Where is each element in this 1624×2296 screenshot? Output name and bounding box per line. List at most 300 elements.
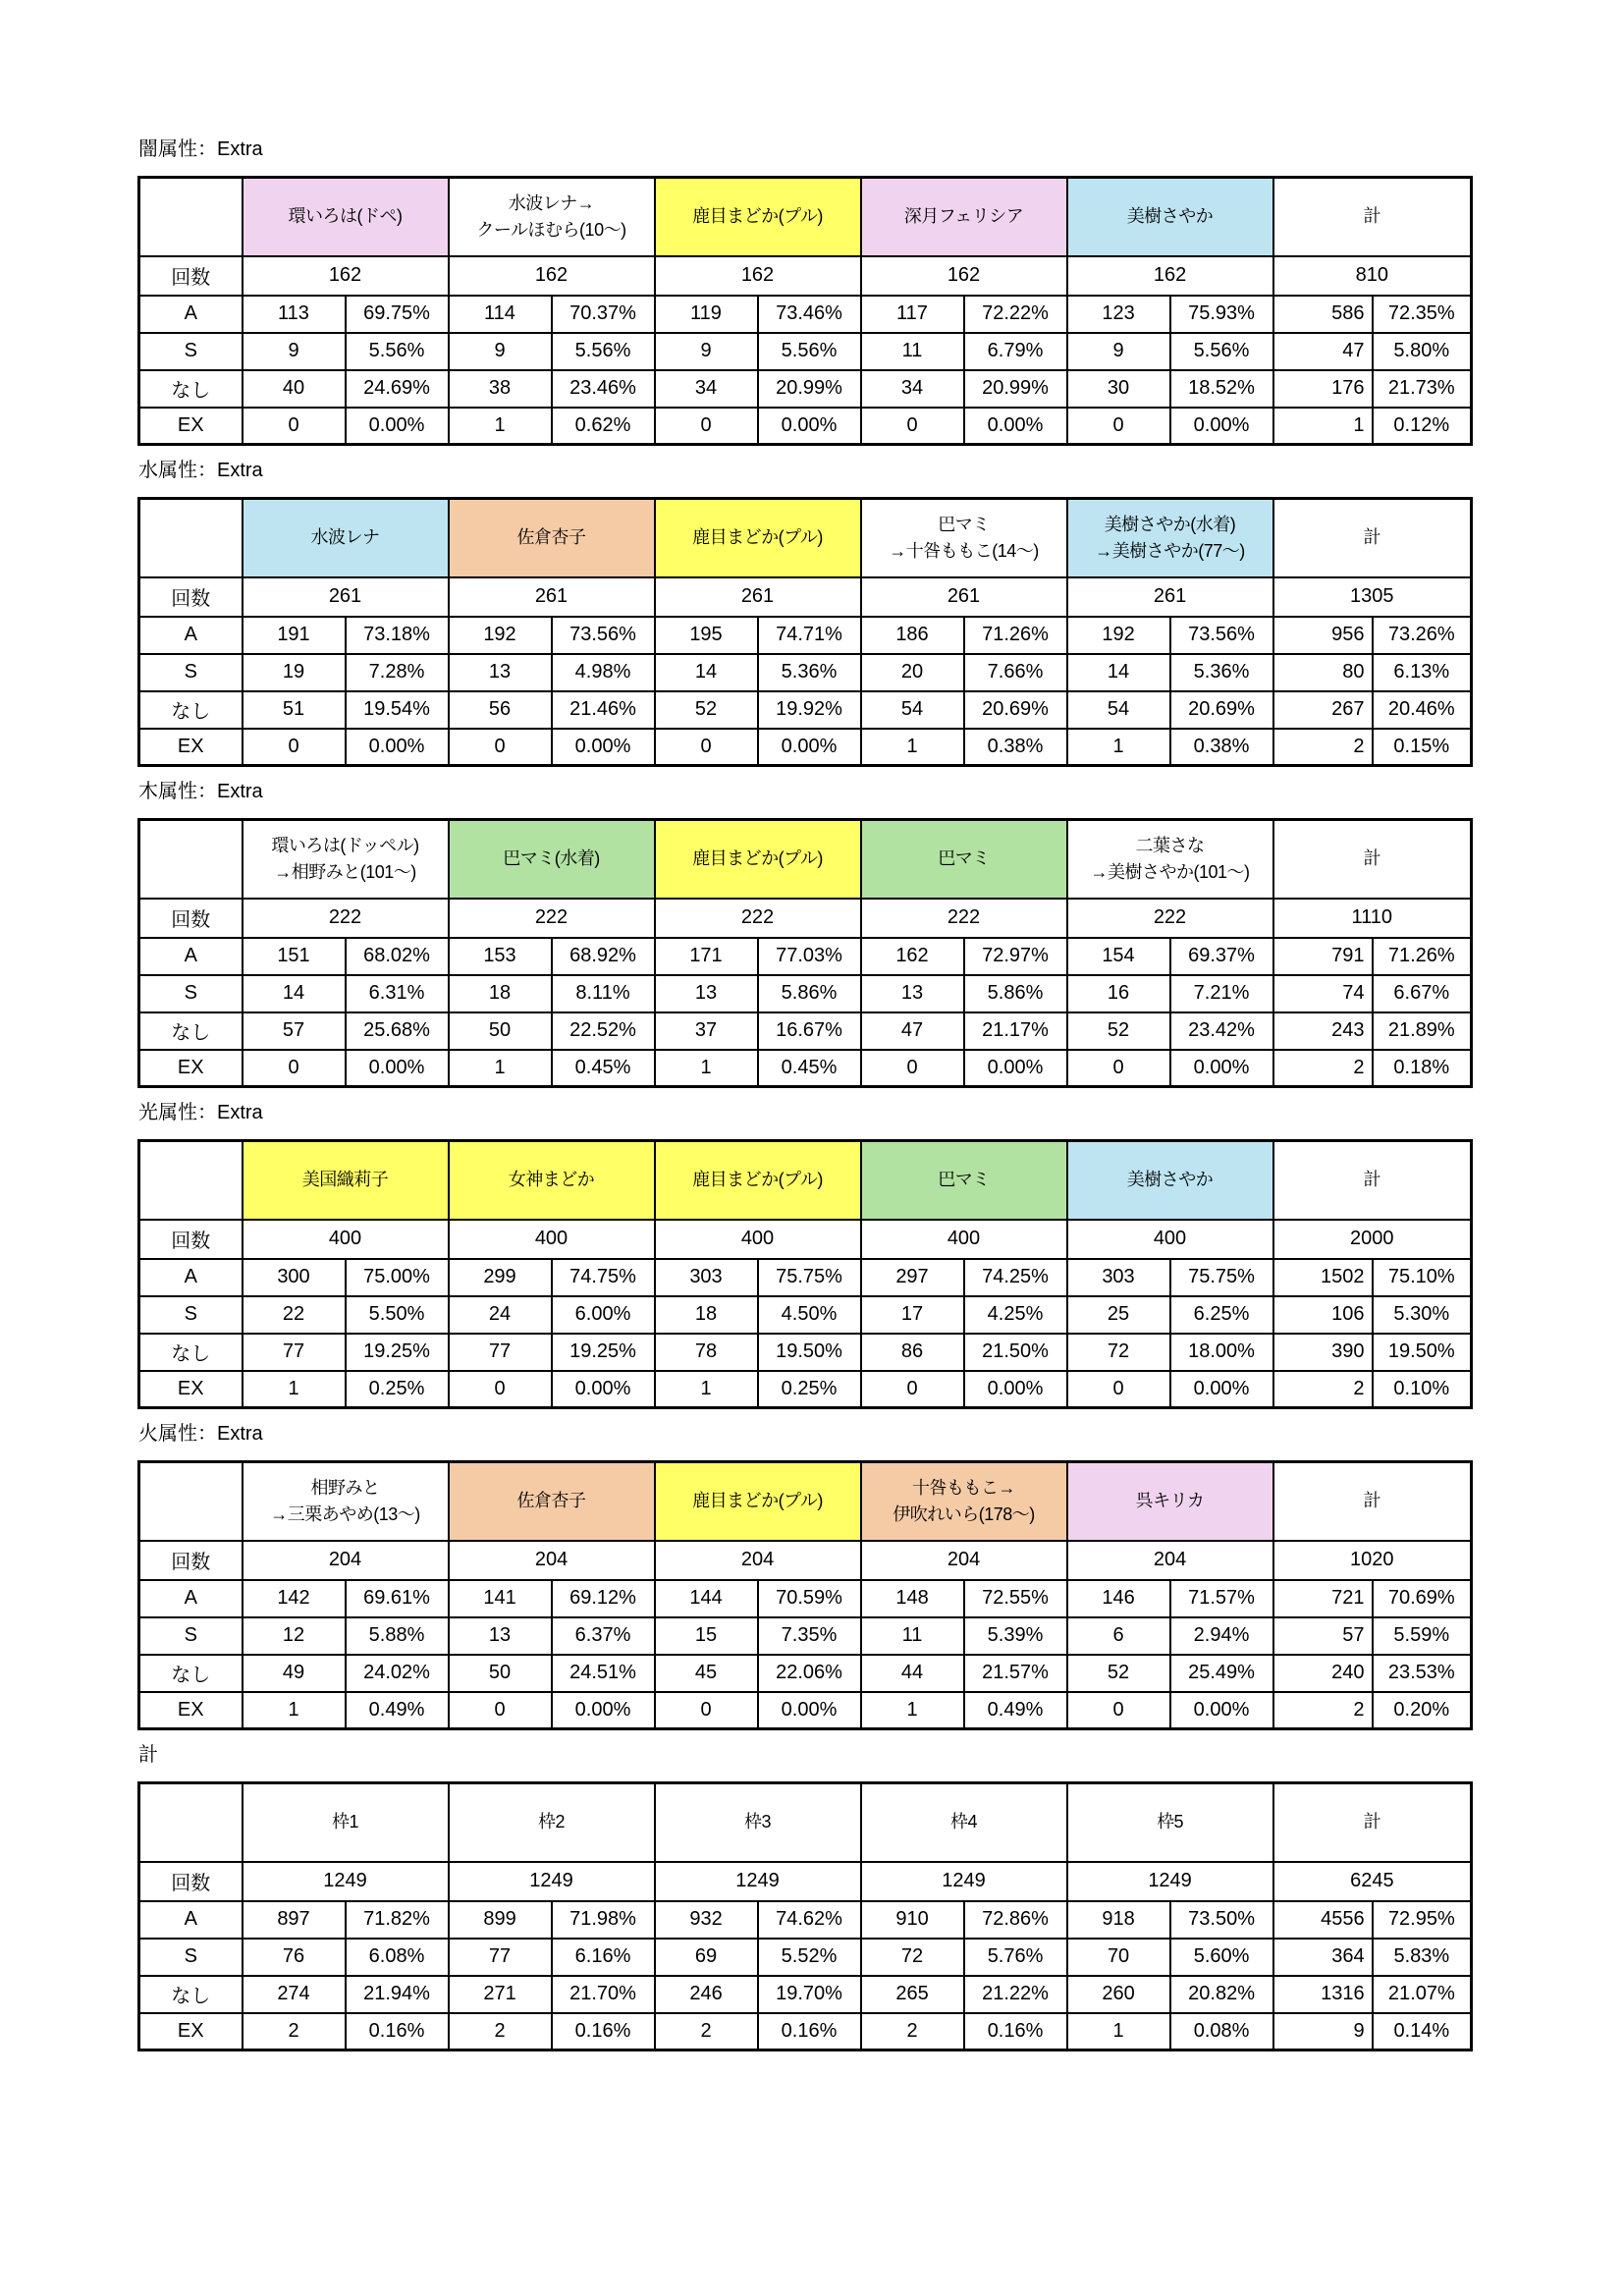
total-header-cell	[1273, 1783, 1472, 1862]
percent-cell: 69.75%	[346, 296, 449, 333]
percent-cell: 0.00%	[758, 408, 861, 445]
count-cell: 918	[1067, 1901, 1170, 1939]
count-row	[139, 899, 1472, 938]
percent-cell: 75.75%	[758, 1259, 861, 1296]
table-row	[139, 1655, 1472, 1692]
character-header-cell	[861, 1462, 1067, 1541]
count-cell: 52	[1067, 1012, 1170, 1050]
percent-cell: 22.06%	[758, 1655, 861, 1692]
table-row	[139, 654, 1472, 691]
count-cell: 13	[449, 654, 552, 691]
character-header-cell	[243, 1462, 449, 1541]
percent-cell: 5.36%	[1170, 654, 1273, 691]
percent-cell: 5.56%	[1170, 333, 1273, 370]
percent-cell: 0.00%	[346, 408, 449, 445]
count-cell: 54	[861, 691, 964, 729]
trial-count-cell: 1110	[1273, 899, 1472, 938]
character-header-cell	[861, 820, 1067, 899]
count-cell: 186	[861, 617, 964, 654]
count-cell: 123	[1067, 296, 1170, 333]
percent-cell: 8.11%	[552, 975, 655, 1012]
count-cell: 2	[861, 2013, 964, 2050]
percent-cell: 5.56%	[346, 333, 449, 370]
corner-cell	[139, 499, 243, 577]
percent-cell: 0.00%	[964, 1371, 1067, 1408]
percent-cell: 21.94%	[346, 1976, 449, 2013]
trial-count-cell: 204	[243, 1541, 449, 1580]
count-cell: 2	[655, 2013, 758, 2050]
percent-cell: 0.08%	[1170, 2013, 1273, 2050]
percent-cell: 0.16%	[964, 2013, 1067, 2050]
total-count-cell: 57	[1273, 1617, 1373, 1655]
total-count-cell: 1	[1273, 408, 1373, 445]
header-label: 計	[1363, 848, 1380, 869]
count-cell: 72	[1067, 1334, 1170, 1371]
percent-cell: 69.12%	[552, 1580, 655, 1617]
header-label: 枠1	[332, 1812, 359, 1832]
table-row	[139, 1939, 1472, 1976]
spreadsheet	[137, 137, 1473, 2064]
count-cell: 56	[449, 691, 552, 729]
row-label: S	[139, 1939, 243, 1976]
total-header-cell	[1273, 178, 1472, 256]
percent-cell: 20.69%	[1170, 691, 1273, 729]
total-count-cell: 9	[1273, 2013, 1373, 2050]
table-row	[139, 296, 1472, 333]
count-cell: 72	[861, 1939, 964, 1976]
percent-cell: 21.73%	[1373, 370, 1472, 408]
count-cell: 195	[655, 617, 758, 654]
row-label: EX	[139, 1371, 243, 1408]
trial-count-cell: 400	[861, 1220, 1067, 1259]
count-cell: 11	[861, 333, 964, 370]
count-cell: 86	[861, 1334, 964, 1371]
percent-cell: 0.00%	[552, 1371, 655, 1408]
total-count-cell: 2	[1273, 1692, 1373, 1729]
percent-cell: 74.75%	[552, 1259, 655, 1296]
count-cell: 13	[655, 975, 758, 1012]
count-cell: 13	[449, 1617, 552, 1655]
table-row	[139, 333, 1472, 370]
trial-count-cell: 222	[1067, 899, 1273, 938]
percent-cell: 74.62%	[758, 1901, 861, 1939]
percent-cell: 21.70%	[552, 1976, 655, 2013]
count-cell: 1	[449, 1050, 552, 1087]
count-cell: 260	[1067, 1976, 1170, 2013]
percent-cell: 0.00%	[964, 1050, 1067, 1087]
percent-cell: 6.79%	[964, 333, 1067, 370]
percent-cell: 71.26%	[1373, 938, 1472, 975]
count-cell: 899	[449, 1901, 552, 1939]
row-label: 回数	[139, 1541, 243, 1580]
count-cell: 24	[449, 1296, 552, 1334]
count-cell: 1	[243, 1692, 346, 1729]
trial-count-cell: 1249	[243, 1862, 449, 1901]
count-cell: 9	[655, 333, 758, 370]
percent-cell: 21.50%	[964, 1334, 1067, 1371]
header-label: 巴マミ	[938, 514, 990, 534]
percent-cell: 23.46%	[552, 370, 655, 408]
count-cell: 299	[449, 1259, 552, 1296]
character-header-cell	[655, 1462, 861, 1541]
total-count-cell: 176	[1273, 370, 1373, 408]
count-cell: 18	[449, 975, 552, 1012]
row-label: A	[139, 1580, 243, 1617]
table-header-row	[139, 1462, 1472, 1541]
count-cell: 0	[449, 1692, 552, 1729]
percent-cell: 24.02%	[346, 1655, 449, 1692]
table-row	[139, 1617, 1472, 1655]
row-label: なし	[139, 1976, 243, 2013]
trial-count-cell: 222	[449, 899, 655, 938]
character-header-cell	[861, 499, 1067, 577]
count-cell: 265	[861, 1976, 964, 2013]
section-title: 闇属性：Extra	[138, 138, 263, 160]
percent-cell: 0.38%	[1170, 729, 1273, 766]
header-label: 計	[1363, 1812, 1381, 1832]
total-count-cell: 243	[1273, 1012, 1373, 1050]
trial-count-cell: 1249	[861, 1862, 1067, 1901]
trial-count-cell: 261	[243, 577, 449, 617]
count-cell: 154	[1067, 938, 1170, 975]
count-cell: 77	[449, 1334, 552, 1371]
total-count-cell: 47	[1273, 333, 1373, 370]
percent-cell: 6.08%	[346, 1939, 449, 1976]
table-row	[139, 938, 1472, 975]
percent-cell: 75.75%	[1170, 1259, 1273, 1296]
count-cell: 303	[655, 1259, 758, 1296]
percent-cell: 70.69%	[1373, 1580, 1472, 1617]
section-title: 水属性：Extra	[138, 460, 263, 481]
table-row	[139, 370, 1472, 408]
percent-cell: 0.00%	[1170, 408, 1273, 445]
total-count-cell: 956	[1273, 617, 1373, 654]
table-row	[139, 1371, 1472, 1408]
character-header-cell	[861, 1783, 1067, 1862]
count-cell: 52	[1067, 1655, 1170, 1692]
table-row	[139, 1012, 1472, 1050]
count-cell: 34	[655, 370, 758, 408]
percent-cell: 73.56%	[1170, 617, 1273, 654]
character-header-cell	[243, 1141, 449, 1220]
count-cell: 0	[243, 729, 346, 766]
percent-cell: 19.54%	[346, 691, 449, 729]
count-cell: 25	[1067, 1296, 1170, 1334]
row-label: なし	[139, 1012, 243, 1050]
count-cell: 0	[655, 1692, 758, 1729]
trial-count-cell: 1020	[1273, 1541, 1472, 1580]
section-title: 光属性：Extra	[138, 1102, 263, 1123]
percent-cell: 19.25%	[346, 1334, 449, 1371]
trial-count-cell: 222	[243, 899, 449, 938]
count-cell: 78	[655, 1334, 758, 1371]
percent-cell: 71.26%	[964, 617, 1067, 654]
table-row	[139, 1296, 1472, 1334]
count-cell: 162	[861, 938, 964, 975]
percent-cell: 0.25%	[758, 1371, 861, 1408]
count-cell: 0	[861, 1050, 964, 1087]
section-title: 木属性：Extra	[138, 781, 263, 802]
character-header-cell	[1067, 1783, 1273, 1862]
percent-cell: 21.07%	[1373, 1976, 1472, 2013]
attribute-section	[137, 1422, 1473, 1730]
percent-cell: 7.66%	[964, 654, 1067, 691]
total-count-cell: 74	[1273, 975, 1373, 1012]
count-cell: 0	[449, 729, 552, 766]
trial-count-cell: 222	[861, 899, 1067, 938]
trial-count-cell: 261	[655, 577, 861, 617]
trial-count-cell: 400	[243, 1220, 449, 1259]
percent-cell: 77.03%	[758, 938, 861, 975]
trial-count-cell: 162	[861, 256, 1067, 296]
attribute-section	[137, 1101, 1473, 1409]
header-label: 計	[1363, 1491, 1381, 1511]
percent-cell: 18.00%	[1170, 1334, 1273, 1371]
percent-cell: 0.16%	[552, 2013, 655, 2050]
total-count-cell: 586	[1273, 296, 1373, 333]
header-label: 美樹さやか(水着)	[1104, 514, 1236, 534]
percent-cell: 73.26%	[1373, 617, 1472, 654]
count-cell: 38	[449, 370, 552, 408]
total-count-cell: 1502	[1273, 1259, 1373, 1296]
table-header-row	[139, 178, 1472, 256]
count-cell: 303	[1067, 1259, 1170, 1296]
count-cell: 0	[861, 1371, 964, 1408]
percent-cell: 6.25%	[1170, 1296, 1273, 1334]
percent-cell: 73.56%	[552, 617, 655, 654]
header-label: 枠4	[950, 1812, 978, 1832]
count-cell: 9	[449, 333, 552, 370]
table-row	[139, 975, 1472, 1012]
count-cell: 153	[449, 938, 552, 975]
count-cell: 14	[655, 654, 758, 691]
corner-cell	[139, 1462, 243, 1541]
row-label: EX	[139, 729, 243, 766]
percent-cell: 6.37%	[552, 1617, 655, 1655]
total-count-cell: 2	[1273, 1050, 1373, 1087]
percent-cell: 5.86%	[758, 975, 861, 1012]
total-count-cell: 721	[1273, 1580, 1373, 1617]
count-cell: 1	[655, 1050, 758, 1087]
count-row	[139, 256, 1472, 296]
count-cell: 52	[655, 691, 758, 729]
header-label: 伊吹れいら(178〜)	[893, 1503, 1035, 1524]
percent-cell: 5.86%	[964, 975, 1067, 1012]
percent-cell: 5.56%	[552, 333, 655, 370]
percent-cell: 6.67%	[1373, 975, 1472, 1012]
count-cell: 1	[243, 1371, 346, 1408]
count-cell: 113	[243, 296, 346, 333]
count-cell: 50	[449, 1655, 552, 1692]
table-row	[139, 408, 1472, 445]
count-cell: 54	[1067, 691, 1170, 729]
percent-cell: 73.50%	[1170, 1901, 1273, 1939]
count-cell: 117	[861, 296, 964, 333]
stats-table	[137, 818, 1473, 1088]
percent-cell: 24.51%	[552, 1655, 655, 1692]
count-cell: 0	[243, 1050, 346, 1087]
count-cell: 1	[1067, 2013, 1170, 2050]
header-label: 鹿目まどか(プル)	[692, 1491, 823, 1511]
count-cell: 0	[449, 1371, 552, 1408]
percent-cell: 69.37%	[1170, 938, 1273, 975]
percent-cell: 0.14%	[1373, 2013, 1472, 2050]
count-cell: 37	[655, 1012, 758, 1050]
percent-cell: 5.76%	[964, 1939, 1067, 1976]
total-header-cell	[1273, 820, 1472, 899]
count-cell: 932	[655, 1901, 758, 1939]
character-header-cell	[449, 1783, 655, 1862]
attribute-section	[137, 1743, 1473, 2051]
count-cell: 76	[243, 1939, 346, 1976]
percent-cell: 2.94%	[1170, 1617, 1273, 1655]
count-cell: 19	[243, 654, 346, 691]
count-cell: 47	[861, 1012, 964, 1050]
character-header-cell	[449, 820, 655, 899]
percent-cell: 5.39%	[964, 1617, 1067, 1655]
count-cell: 11	[861, 1617, 964, 1655]
count-cell: 0	[655, 408, 758, 445]
total-count-cell: 106	[1273, 1296, 1373, 1334]
header-label: 鹿目まどか(プル)	[692, 848, 823, 869]
character-header-cell	[243, 1783, 449, 1862]
table-row	[139, 691, 1472, 729]
character-header-cell	[861, 1141, 1067, 1220]
row-label: A	[139, 1901, 243, 1939]
count-cell: 49	[243, 1655, 346, 1692]
header-label: →美樹さやか(77〜)	[1095, 540, 1245, 561]
row-label: EX	[139, 1050, 243, 1087]
table-header-row	[139, 820, 1472, 899]
count-cell: 77	[243, 1334, 346, 1371]
percent-cell: 0.16%	[346, 2013, 449, 2050]
count-cell: 142	[243, 1580, 346, 1617]
character-header-cell	[449, 1462, 655, 1541]
percent-cell: 0.00%	[758, 729, 861, 766]
stats-table	[137, 176, 1473, 446]
header-label: 美樹さやか	[1126, 1170, 1214, 1190]
percent-cell: 0.16%	[758, 2013, 861, 2050]
trial-count-cell: 162	[449, 256, 655, 296]
percent-cell: 4.98%	[552, 654, 655, 691]
trial-count-cell: 204	[1067, 1541, 1273, 1580]
percent-cell: 72.55%	[964, 1580, 1067, 1617]
percent-cell: 70.59%	[758, 1580, 861, 1617]
table-row	[139, 1692, 1472, 1729]
header-label: →三栗あやめ(13〜)	[270, 1503, 420, 1524]
percent-cell: 71.98%	[552, 1901, 655, 1939]
percent-cell: 73.18%	[346, 617, 449, 654]
count-cell: 0	[1067, 1692, 1170, 1729]
count-cell: 146	[1067, 1580, 1170, 1617]
percent-cell: 5.80%	[1373, 333, 1472, 370]
trial-count-cell: 204	[449, 1541, 655, 1580]
header-label: 十咎ももこ→	[912, 1477, 1016, 1498]
row-label: S	[139, 1617, 243, 1655]
percent-cell: 72.97%	[964, 938, 1067, 975]
header-label: 呉キリカ	[1135, 1491, 1205, 1511]
stats-table	[137, 1781, 1473, 2051]
count-cell: 119	[655, 296, 758, 333]
header-label: 巴マミ	[938, 848, 990, 869]
header-label: →美樹さやか(101〜)	[1090, 861, 1250, 882]
percent-cell: 20.82%	[1170, 1976, 1273, 2013]
header-label: 計	[1363, 1170, 1380, 1190]
row-label: なし	[139, 370, 243, 408]
header-label: クールほむら(10〜)	[476, 219, 626, 240]
corner-cell	[139, 820, 243, 899]
count-cell: 50	[449, 1012, 552, 1050]
percent-cell: 5.56%	[758, 333, 861, 370]
corner-cell	[139, 1141, 243, 1220]
header-label: →相野みと(101〜)	[274, 861, 416, 882]
row-label: EX	[139, 2013, 243, 2050]
percent-cell: 0.00%	[964, 408, 1067, 445]
corner-cell	[139, 178, 243, 256]
character-header-cell	[243, 178, 449, 256]
count-row	[139, 577, 1472, 617]
percent-cell: 20.99%	[964, 370, 1067, 408]
row-label: EX	[139, 1692, 243, 1729]
count-cell: 9	[1067, 333, 1170, 370]
row-label: なし	[139, 691, 243, 729]
count-cell: 17	[861, 1296, 964, 1334]
count-cell: 1	[861, 729, 964, 766]
percent-cell: 70.37%	[552, 296, 655, 333]
percent-cell: 0.00%	[346, 1050, 449, 1087]
total-count-cell: 240	[1273, 1655, 1373, 1692]
percent-cell: 18.52%	[1170, 370, 1273, 408]
percent-cell: 0.10%	[1373, 1371, 1472, 1408]
table-row	[139, 1976, 1472, 2013]
character-header-cell	[449, 178, 655, 256]
header-label: 枠2	[538, 1812, 566, 1832]
row-label: なし	[139, 1334, 243, 1371]
count-cell: 44	[861, 1655, 964, 1692]
header-label: 鹿目まどか(プル)	[692, 206, 823, 227]
character-header-cell	[655, 820, 861, 899]
percent-cell: 0.00%	[346, 729, 449, 766]
header-label: 計	[1363, 527, 1381, 548]
total-header-cell	[1273, 499, 1472, 577]
table-row	[139, 1580, 1472, 1617]
character-header-cell	[1067, 499, 1273, 577]
row-label: 回数	[139, 577, 243, 617]
percent-cell: 6.13%	[1373, 654, 1472, 691]
percent-cell: 68.92%	[552, 938, 655, 975]
count-cell: 57	[243, 1012, 346, 1050]
percent-cell: 6.16%	[552, 1939, 655, 1976]
total-count-cell: 2	[1273, 729, 1373, 766]
total-count-cell: 267	[1273, 691, 1373, 729]
count-cell: 22	[243, 1296, 346, 1334]
count-cell: 30	[1067, 370, 1170, 408]
count-cell: 12	[243, 1617, 346, 1655]
count-cell: 297	[861, 1259, 964, 1296]
header-label: 深月フェリシア	[903, 206, 1024, 227]
trial-count-cell: 162	[655, 256, 861, 296]
count-cell: 18	[655, 1296, 758, 1334]
character-header-cell	[655, 1783, 861, 1862]
header-label: 水波レナ→	[508, 192, 595, 213]
count-cell: 34	[861, 370, 964, 408]
character-header-cell	[243, 820, 449, 899]
character-header-cell	[1067, 178, 1273, 256]
count-cell: 1	[1067, 729, 1170, 766]
table-row	[139, 2013, 1472, 2050]
percent-cell: 21.57%	[964, 1655, 1067, 1692]
count-cell: 271	[449, 1976, 552, 2013]
